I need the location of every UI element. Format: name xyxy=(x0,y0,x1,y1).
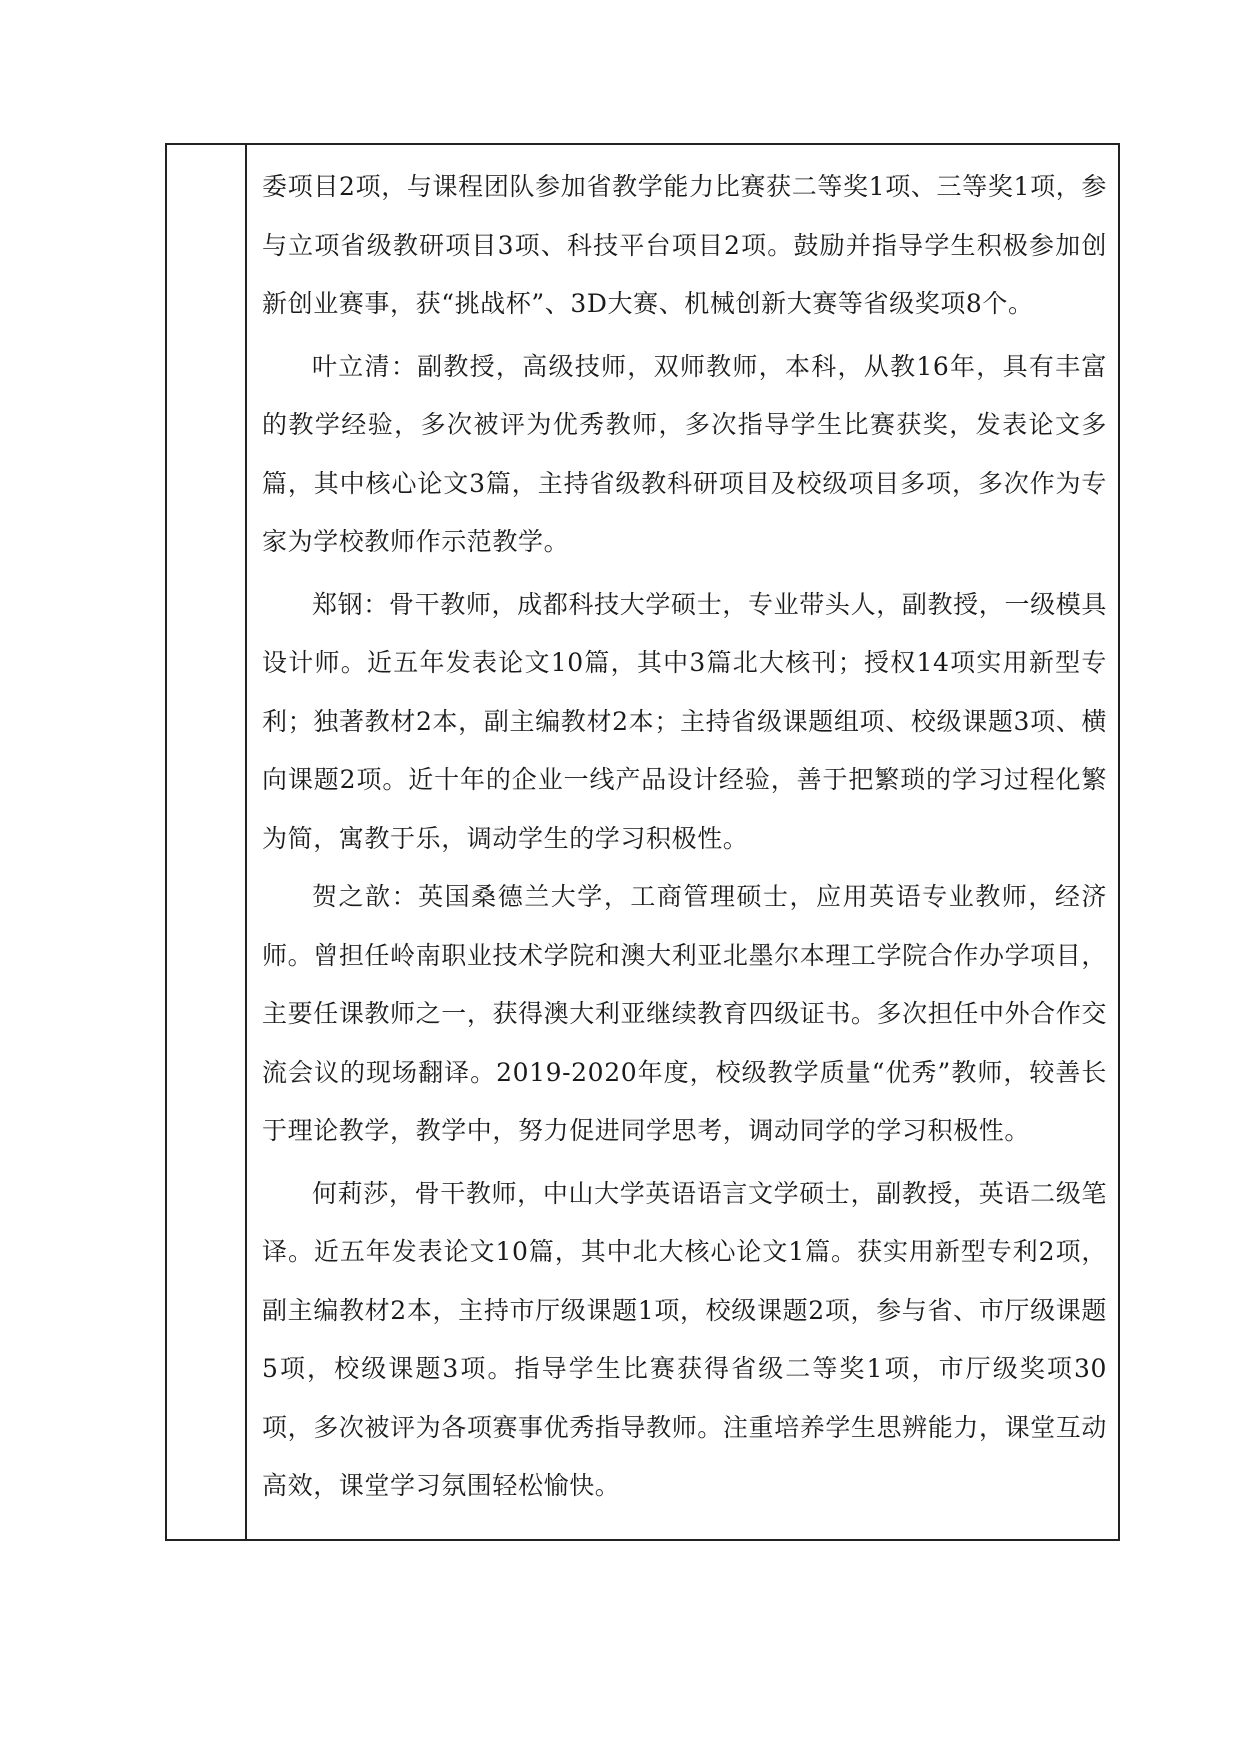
paragraph-continuation: 委项目2项，与课程团队参加省教学能力比赛获二等奖1项、三等奖1项，参与立项省级教研项目3项、科技平台项目2项。鼓励并指导学生积极参加创新创业赛事，获“挑战杯”、3D大赛、机械创新大赛等省级奖项8个。 xyxy=(262,172,1107,318)
table-column-divider xyxy=(245,143,247,1541)
table-cell-content xyxy=(262,158,1107,1516)
paragraph-he-lisha: 何莉莎，骨干教师，中山大学英语语言文学硕士，副教授，英语二级笔译。近五年发表论文10篇，其中北大核心论文1篇。获实用新型专利2项，副主编教材2本，主持市厅级课题1项，校级课题2项，参与省、市厅级课题5项，校级课题3项。指导学生比赛获得省级二等奖1项，市厅级奖项30项，多次被评为各项赛事优秀指导教师。注重培养学生思辨能力，课堂互动高效，课堂学习氛围轻松愉快。 xyxy=(262,1178,1107,1500)
paragraph-ye-liqing: 叶立清：副教授，高级技师，双师教师，本科，从教16年，具有丰富的教学经验，多次被评为优秀教师，多次指导学生比赛获奖，发表论文多篇，其中核心论文3篇，主持省级教科研项目及校级项目多项，多次作为专家为学校教师作示范教学。 xyxy=(262,351,1107,556)
paragraph-zheng-gang: 郑钢：骨干教师，成都科技大学硕士，专业带头人，副教授，一级模具设计师。近五年发表论文10篇，其中3篇北大核刊；授权14项实用新型专利；独著教材2本，副主编教材2本；主持省级课题组项、校级课题3项、横向课题2项。近十年的企业一线产品设计经验，善于把繁琐的学习过程化繁为简，寓教于乐，调动学生的学习积极性。 xyxy=(262,589,1107,853)
paragraph-he-zhixin: 贺之歆：英国桑德兰大学，工商管理硕士，应用英语专业教师，经济师。曾担任岭南职业技术学院和澳大利亚北墨尔本理工学院合作办学项目，主要任课教师之一，获得澳大利亚继续教育四级证书。多次担任中外合作交流会议的现场翻译。2019-2020年度，校级教学质量“优秀”教师，较善长于理论教学，教学中，努力促进同学思考，调动同学的学习积极性。 xyxy=(262,882,1107,1145)
